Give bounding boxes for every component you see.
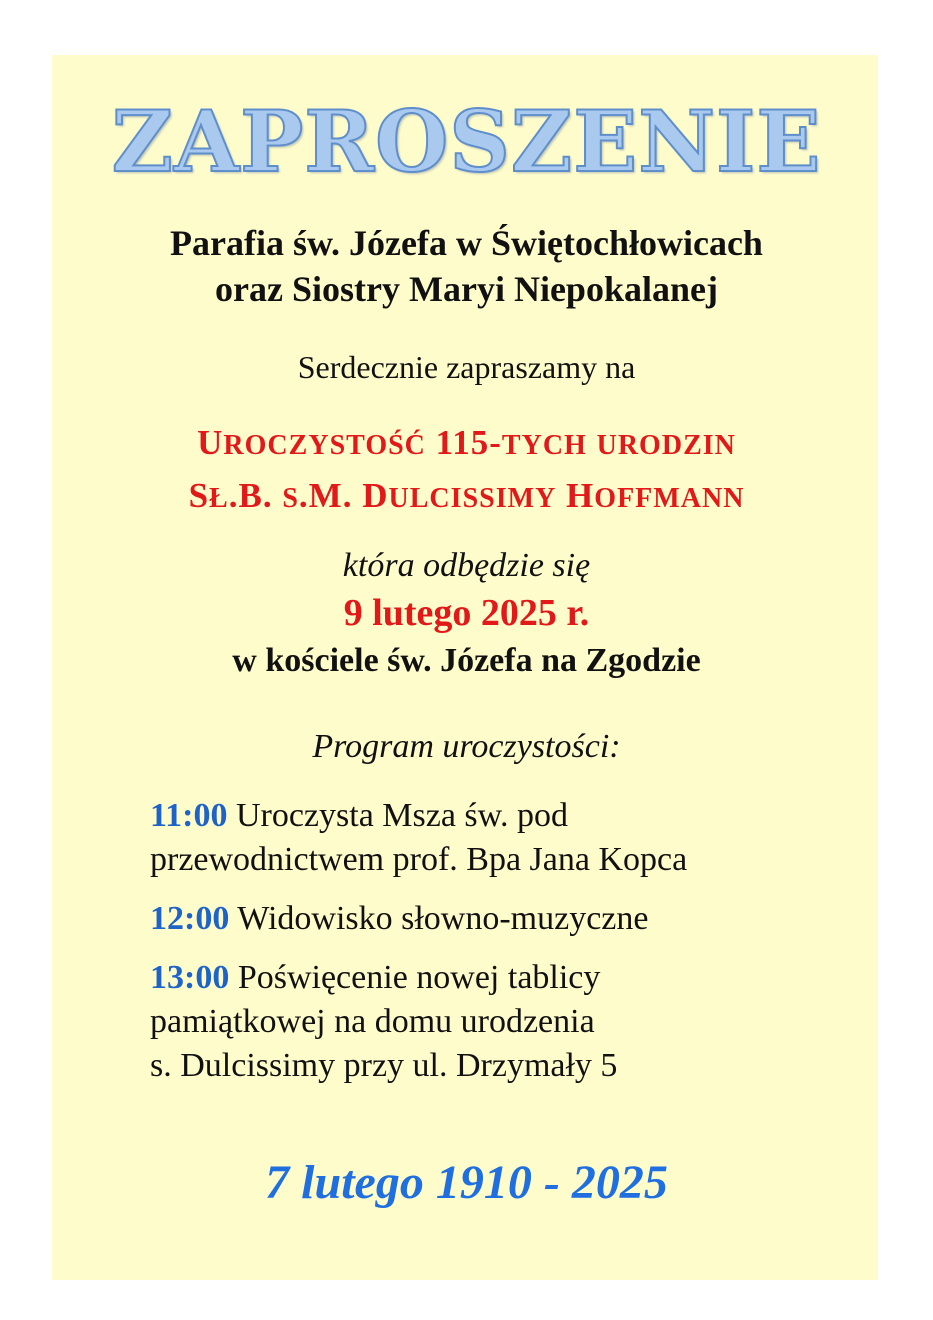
program-item (150, 956, 850, 1088)
program-text: przewodnictwem prof. Bpa Jana Kopca (150, 841, 688, 878)
program-text: Uroczysta Msza św. pod (235, 797, 569, 834)
program-text: Poświęcenie nowej tablicy (237, 959, 601, 996)
title-heading: ZAPROSZENIE (111, 92, 822, 191)
program-time: 13:00 (150, 959, 230, 996)
organizers-line-1: Parafia św. Józefa w Świętochłowicach (170, 223, 763, 263)
program-item (150, 794, 850, 882)
program-text: pamiątkowej na domu urodzenia (150, 1003, 595, 1040)
program-list (150, 794, 850, 1103)
event-title-block (0, 418, 933, 524)
program-item (150, 897, 850, 941)
event-place: w kościele św. Józefa na Zgodzie (232, 642, 701, 679)
program-time: 11:00 (150, 797, 228, 834)
invite-text: Serdecznie zapraszamy na (297, 349, 636, 385)
event-line-2: SŁ.B. S.M. DULCISSIMY HOFFMANN (188, 476, 745, 515)
program-text: Widowisko słowno-muzyczne (237, 900, 649, 937)
program-time: 12:00 (150, 900, 230, 937)
event-line-1: UROCZYSTOŚĆ 115-TYCH URODZIN (197, 423, 736, 462)
which-text: która odbędzie się (342, 547, 591, 584)
organizers-block (0, 220, 933, 312)
event-date: 9 lutego 2025 r. (343, 592, 590, 634)
program-heading: Program uroczystości: (312, 728, 621, 765)
program-text: s. Dulcissimy przy ul. Drzymały 5 (150, 1047, 618, 1084)
years-footer: 7 lutego 1910 - 2025 (265, 1156, 668, 1209)
organizers-line-2: oraz Siostry Maryi Niepokalanej (215, 269, 718, 309)
